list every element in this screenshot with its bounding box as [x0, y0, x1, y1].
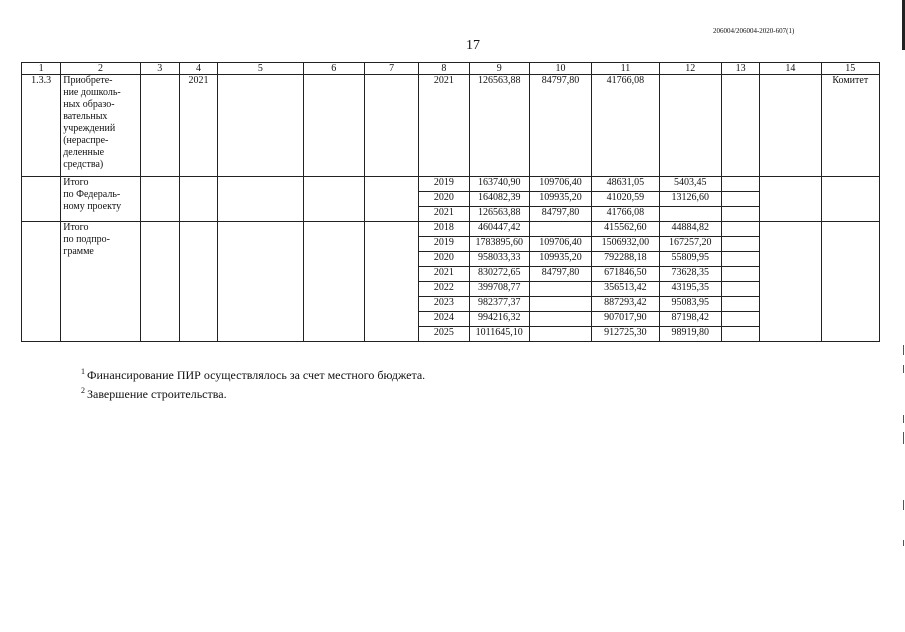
cell-total: 982377,37	[469, 297, 529, 312]
cell-empty	[303, 75, 364, 177]
column-header: 4	[179, 63, 217, 75]
cell-year: 2020	[419, 192, 469, 207]
cell-empty	[721, 312, 759, 327]
column-header: 6	[303, 63, 364, 75]
cell-local: 98919,80	[659, 327, 721, 342]
cell-year: 2023	[419, 297, 469, 312]
cell-local: 87198,42	[659, 312, 721, 327]
footnote	[81, 364, 425, 383]
footnote-text: Завершение строительства.	[87, 387, 227, 401]
cell-total: 163740,90	[469, 177, 529, 192]
scan-edge-mark	[903, 432, 904, 444]
financing-table	[21, 62, 880, 342]
cell-regional: 415562,60	[592, 222, 659, 237]
column-header: 10	[529, 63, 591, 75]
cell-empty	[721, 252, 759, 267]
cell-local: 44884,82	[659, 222, 721, 237]
scan-edge-mark	[903, 345, 904, 355]
cell-total: 994216,32	[469, 312, 529, 327]
column-header: 13	[721, 63, 759, 75]
cell-empty	[140, 177, 179, 222]
column-header: 9	[469, 63, 529, 75]
cell-federal: 84797,80	[529, 75, 591, 177]
page-number: 17	[466, 38, 480, 53]
column-header: 8	[419, 63, 469, 75]
cell-total: 126563,88	[469, 207, 529, 222]
cell-year: 2024	[419, 312, 469, 327]
footnotes	[81, 364, 425, 402]
cell-empty	[218, 222, 303, 342]
column-header: 5	[218, 63, 303, 75]
cell-federal: 109706,40	[529, 177, 591, 192]
scan-edge-mark	[903, 500, 904, 510]
cell-total: 399708,77	[469, 282, 529, 297]
cell-year: 2019	[419, 237, 469, 252]
cell-local: 55809,95	[659, 252, 721, 267]
cell-empty	[721, 192, 759, 207]
cell-total: 164082,39	[469, 192, 529, 207]
name-line: учреждений	[63, 123, 116, 134]
cell-federal	[529, 312, 591, 327]
cell-empty	[303, 222, 364, 342]
name-line: ному проекту	[63, 201, 122, 212]
cell-empty	[721, 282, 759, 297]
name-line: вательных	[63, 111, 108, 122]
cell-empty	[218, 177, 303, 222]
column-header: 12	[659, 63, 721, 75]
table-row-subprogram	[22, 222, 880, 237]
cell-year: 2019	[419, 177, 469, 192]
cell-local	[659, 207, 721, 222]
cell-federal	[529, 222, 591, 237]
cell-empty	[721, 207, 759, 222]
cell-empty	[140, 75, 179, 177]
cell-local: 73628,35	[659, 267, 721, 282]
cell-total: 1011645,10	[469, 327, 529, 342]
cell-total: 126563,88	[469, 75, 529, 177]
row-name	[61, 222, 140, 342]
row-number: 1.3.3	[22, 75, 61, 177]
cell-empty	[364, 222, 418, 342]
cell-empty	[721, 222, 759, 237]
name-line: Итого	[63, 222, 89, 233]
cell-year: 2018	[419, 222, 469, 237]
cell-total: 830272,65	[469, 267, 529, 282]
cell-local: 5403,45	[659, 177, 721, 192]
name-line: ние дошколь-	[63, 87, 121, 98]
name-line: Приобрете-	[63, 75, 113, 86]
cell-regional: 907017,90	[592, 312, 659, 327]
column-header: 3	[140, 63, 179, 75]
cell-empty	[179, 222, 217, 342]
name-line: (нераспре-	[63, 135, 109, 146]
cell-executor: Комитет	[821, 75, 879, 177]
cell-regional: 792288,18	[592, 252, 659, 267]
cell-federal: 109935,20	[529, 252, 591, 267]
name-line: ных образо-	[63, 99, 115, 110]
cell-total: 460447,42	[469, 222, 529, 237]
column-header: 15	[821, 63, 879, 75]
cell-empty	[760, 75, 821, 177]
column-number-row	[22, 63, 880, 75]
cell-regional: 887293,42	[592, 297, 659, 312]
cell-federal	[529, 297, 591, 312]
cell-empty	[22, 222, 61, 342]
name-line: Итого	[63, 177, 89, 188]
cell-federal	[529, 282, 591, 297]
scan-edge-mark	[903, 540, 904, 546]
table-row-fed-project	[22, 177, 880, 192]
cell-year: 2020	[419, 252, 469, 267]
footnote-mark: 2	[81, 386, 85, 395]
cell-empty	[364, 75, 418, 177]
cell-empty	[140, 222, 179, 342]
cell-empty	[218, 75, 303, 177]
cell-empty	[721, 267, 759, 282]
cell-local: 167257,20	[659, 237, 721, 252]
column-header: 2	[61, 63, 140, 75]
scan-edge-mark	[903, 365, 904, 373]
name-line: деленные	[63, 147, 105, 158]
cell-empty	[760, 222, 821, 342]
footnote-text: Финансирование ПИР осуществлялось за счет местного бюджета.	[87, 368, 426, 382]
cell-regional: 41020,59	[592, 192, 659, 207]
scan-edge-mark	[903, 415, 904, 423]
column-header: 14	[760, 63, 821, 75]
cell-empty	[821, 177, 879, 222]
cell-total: 958033,33	[469, 252, 529, 267]
name-line: грамме	[63, 246, 94, 257]
cell-empty	[721, 177, 759, 192]
cell-local: 95083,95	[659, 297, 721, 312]
cell-year: 2022	[419, 282, 469, 297]
cell-empty	[721, 297, 759, 312]
document-code: 206004/206004-2020-607(1)	[713, 27, 795, 35]
cell-empty	[659, 75, 721, 177]
cell-federal: 84797,80	[529, 207, 591, 222]
cell-regional: 912725,30	[592, 327, 659, 342]
cell-deadline: 2021	[179, 75, 217, 177]
cell-federal: 84797,80	[529, 267, 591, 282]
cell-local: 43195,35	[659, 282, 721, 297]
cell-local: 13126,60	[659, 192, 721, 207]
cell-regional: 41766,08	[592, 207, 659, 222]
cell-empty	[821, 222, 879, 342]
column-header: 1	[22, 63, 61, 75]
table-row-1-3-3	[22, 75, 880, 177]
cell-regional: 356513,42	[592, 282, 659, 297]
footnote-mark: 1	[81, 367, 85, 376]
name-line: средства)	[63, 159, 104, 170]
cell-total: 1783895,60	[469, 237, 529, 252]
cell-federal	[529, 327, 591, 342]
name-line: по Федераль-	[63, 189, 121, 200]
cell-regional: 41766,08	[592, 75, 659, 177]
cell-regional: 671846,50	[592, 267, 659, 282]
cell-empty	[721, 75, 759, 177]
footnote	[81, 383, 425, 402]
cell-federal: 109706,40	[529, 237, 591, 252]
cell-empty	[721, 237, 759, 252]
column-header: 11	[592, 63, 659, 75]
cell-regional: 48631,05	[592, 177, 659, 192]
cell-regional: 1506932,00	[592, 237, 659, 252]
row-name	[61, 177, 140, 222]
cell-empty	[760, 177, 821, 222]
column-header: 7	[364, 63, 418, 75]
cell-empty	[303, 177, 364, 222]
cell-year: 2021	[419, 75, 469, 177]
cell-federal: 109935,20	[529, 192, 591, 207]
cell-empty	[364, 177, 418, 222]
cell-year: 2025	[419, 327, 469, 342]
cell-empty	[179, 177, 217, 222]
cell-year: 2021	[419, 267, 469, 282]
cell-year: 2021	[419, 207, 469, 222]
cell-empty	[721, 327, 759, 342]
row-name	[61, 75, 140, 177]
cell-empty	[22, 177, 61, 222]
name-line: по подпро-	[63, 234, 110, 245]
